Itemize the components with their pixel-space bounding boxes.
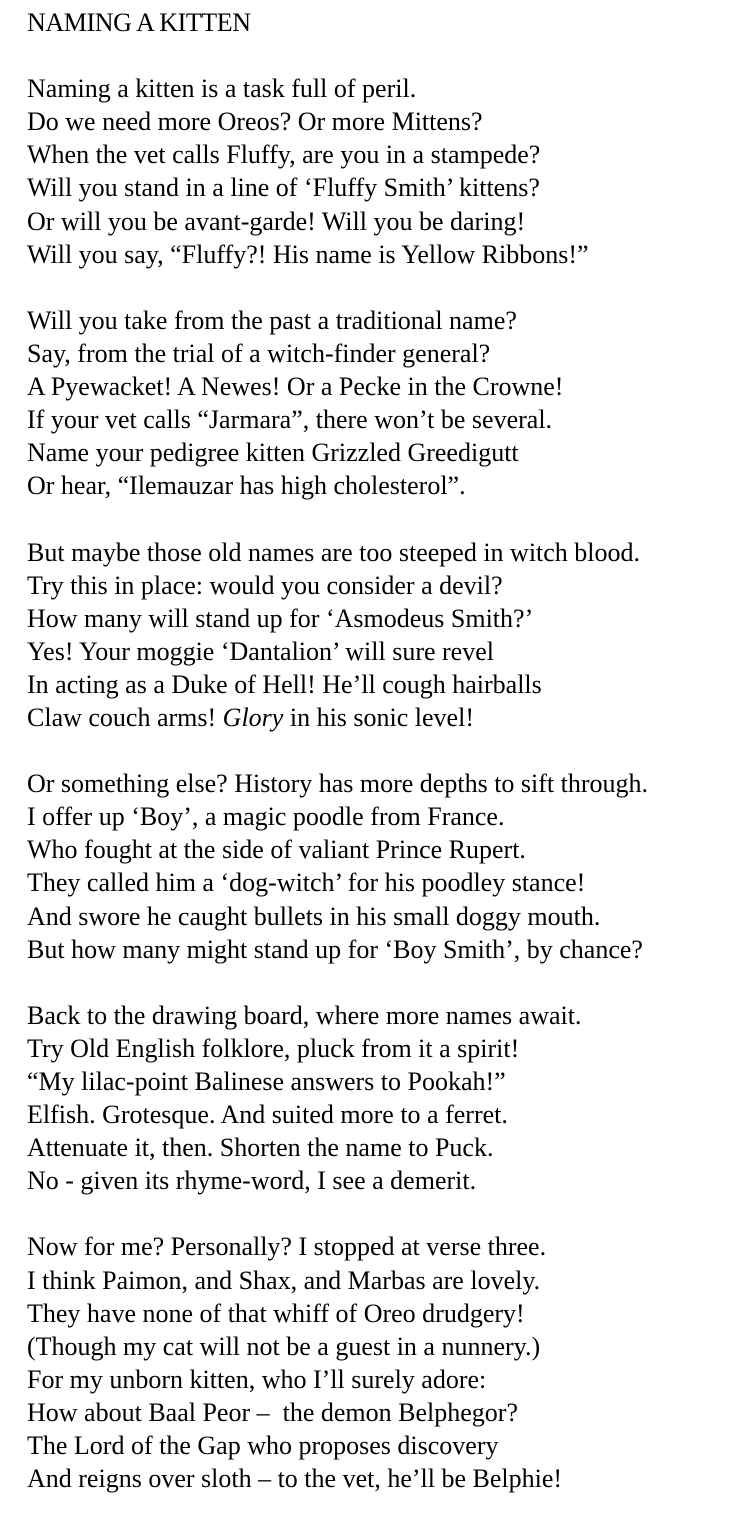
poem-line: (Though my cat will not be a guest in a nunnery.) (27, 1331, 541, 1361)
poem-line: Say, from the trial of a witch-finder general? (27, 338, 491, 368)
poem-line: Name your pedigree kitten Grizzled Greedigutt (27, 438, 519, 468)
poem-line: But how many might stand up for ‘Boy Smith’, by chance? (27, 934, 643, 964)
poem-line: They called him a ‘dog-witch’ for his poodley stance! (27, 868, 586, 898)
stanza-3 (27, 536, 742, 735)
poem-line: How many will stand up for ‘Asmodeus Smith?’ (27, 603, 534, 633)
poem-line: “My lilac-point Balinese answers to Pookah!” (27, 1067, 506, 1096)
poem-line: Yes! Your moggie ‘Dantalion’ will sure revel (27, 636, 494, 666)
poem-line: Will you say, “Fluffy?! His name is Yellow Ribbons!” (27, 239, 589, 269)
poem-line: Try Old English folklore, pluck from it a spirit! (27, 1033, 520, 1063)
poem-line: Now for me? Personally? I stopped at verse three. (27, 1232, 547, 1262)
poem-line: But maybe those old names are too steeped in witch blood. (27, 537, 641, 567)
poem-line-text: Claw couch arms! (27, 702, 223, 732)
poem-line: Try this in place: would you consider a devil? (27, 570, 503, 600)
poem-line: In acting as a Duke of Hell! He’ll cough hairballs (27, 669, 542, 699)
poem-title: NAMING A KITTEN (27, 8, 251, 37)
poem-line: If your vet calls “Jarmara”, there won’t be several. (27, 405, 553, 435)
stanza-6 (27, 1230, 742, 1495)
poem-line: When the vet calls Fluffy, are you in a stampede? (27, 140, 541, 170)
poem-line: Or will you be avant-garde! Will you be daring! (27, 206, 526, 236)
poem-line-text: in his sonic level! (283, 702, 474, 732)
poem-line: Or hear, “Ilemauzar has high cholesterol”. (27, 471, 466, 501)
poem-line: Do we need more Oreos? Or more Mittens? (27, 107, 483, 137)
poem-line: I think Paimon, and Shax, and Marbas are lovely. (27, 1265, 541, 1295)
poem-line: Will you take from the past a traditional name? (27, 305, 517, 335)
poem-line (27, 701, 742, 734)
poem-line: Who fought at the side of valiant Prince Rupert. (27, 835, 526, 865)
stanza-1 (27, 72, 742, 271)
stanza-4 (27, 767, 742, 966)
poem-line: The Lord of the Gap who proposes discovery (27, 1431, 499, 1461)
poem-line: Naming a kitten is a task full of peril. (27, 74, 417, 104)
poem-line: Or something else? History has more depths to sift through. (27, 769, 649, 799)
poem-line: Elfish. Grotesque. And suited more to a ferret. (27, 1100, 508, 1130)
poem-line: No - given its rhyme-word, I see a demerit. (27, 1166, 477, 1196)
poem-line: And reigns over sloth – to the vet, he’ll be Belphie! (27, 1464, 563, 1494)
poem-line: And swore he caught bullets in his small doggy mouth. (27, 901, 601, 931)
stanza-2 (27, 304, 742, 503)
poem-line: Attenuate it, then. Shorten the name to Puck. (27, 1133, 494, 1163)
poem-line: How about Baal Peor – the demon Belphegor? (27, 1397, 518, 1427)
poem-document (27, 6, 742, 1495)
poem-line: I offer up ‘Boy’, a magic poodle from France. (27, 802, 505, 832)
stanza-5 (27, 999, 742, 1198)
italic-emphasis: Glory (222, 702, 284, 732)
poem-line: They have none of that whiff of Oreo drudgery! (27, 1298, 525, 1328)
poem-line: A Pyewacket! A Newes! Or a Pecke in the Crowne! (27, 372, 564, 402)
poem-line: For my unborn kitten, who I’ll surely adore: (27, 1364, 487, 1394)
poem-line: Will you stand in a line of ‘Fluffy Smith’ kittens? (27, 173, 540, 203)
poem-line: Back to the drawing board, where more names await. (27, 1000, 582, 1030)
